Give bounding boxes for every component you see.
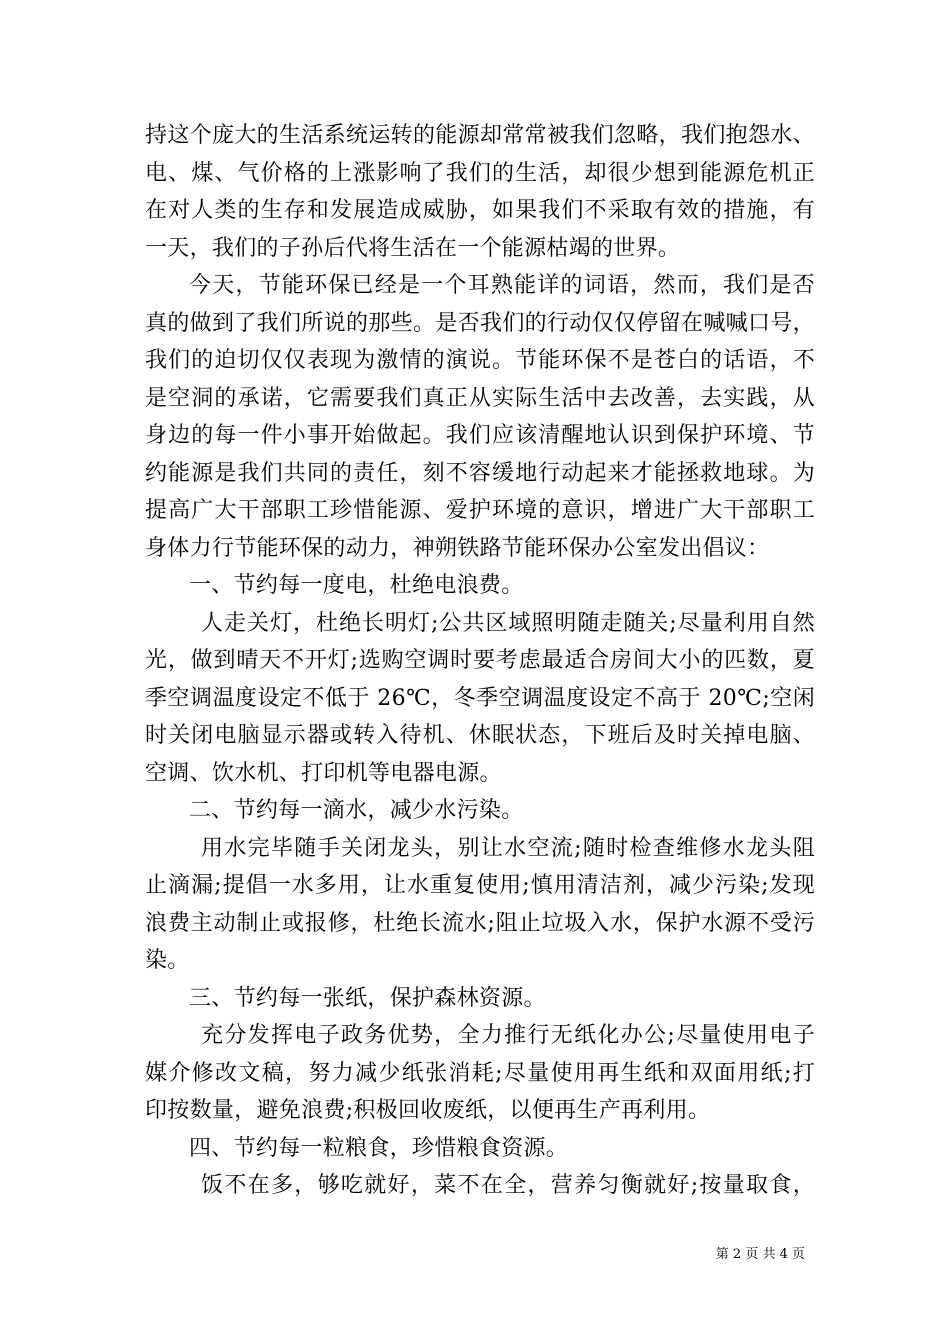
text-line: 在对人类的生存和发展造成威胁，如果我们不采取有效的措施，有	[145, 198, 815, 223]
text-line: 季空调温度设定不低于 26℃，冬季空调温度设定不高于 20℃;空闲	[145, 685, 815, 711]
text-line: 印按数量，避免浪费;积极回收废纸，以便再生产再利用。	[145, 1098, 711, 1123]
text-line: 止滴漏;提倡一水多用，让水重复使用;慎用清洁剂，减少污染;发现	[145, 873, 815, 898]
paragraph-line: 今天，节能环保已经是一个耳熟能详的词语，然而，我们是否	[189, 273, 815, 298]
page-number-footer: 第 2 页 共 4 页	[715, 1247, 805, 1262]
text-line: 光，做到晴天不开灯;选购空调时要考虑最适合房间大小的匹数，夏	[145, 648, 815, 673]
text-line: 一天，我们的子孙后代将生活在一个能源枯竭的世界。	[145, 235, 681, 261]
text-line: 染。	[145, 948, 190, 973]
text-line: 空调、饮水机、打印机等电器电源。	[145, 760, 502, 786]
text-line: 电、煤、气价格的上涨影响了我们的生活，却很少想到能源危机正	[145, 160, 815, 186]
text-line: 身体力行节能环保的动力，神朔铁路节能环保办公室发出倡议：	[145, 535, 770, 561]
text-line: 时关闭电脑显示器或转入待机、休眠状态，下班后及时关掉电脑、	[145, 723, 815, 748]
text-line: 媒介修改文稿，努力减少纸张消耗;尽量使用再生纸和双面用纸;打	[145, 1060, 815, 1086]
paragraph-line: 用水完毕随手关闭龙头，别让水空流;随时检查维修水龙头阻	[201, 835, 815, 861]
text-line: 是空洞的承诺，它需要我们真正从实际生活中去改善，去实践，从	[145, 385, 815, 411]
text-line: 我们的迫切仅仅表现为激情的演说。节能环保不是苍白的话语，不	[145, 348, 815, 373]
section-heading: 二、节约每一滴水，减少水污染。	[189, 798, 524, 823]
text-line: 持这个庞大的生活系统运转的能源却常常被我们忽略，我们抱怨水、	[145, 123, 815, 148]
document-body	[145, 117, 815, 1205]
text-line: 浪费主动制止或报修，杜绝长流水;阻止垃圾入水，保护水源不受污	[145, 910, 815, 936]
paragraph-line: 饭不在多，够吃就好，菜不在全，营养匀衡就好;按量取食，	[201, 1173, 815, 1198]
text-line: 约能源是我们共同的责任，刻不容缓地行动起来才能拯救地球。为	[145, 460, 815, 486]
text-line: 提高广大干部职工珍惜能源、爱护环境的意识，增进广大干部职工	[145, 498, 815, 523]
paragraph-line: 人走关灯，杜绝长明灯;公共区域照明随走随关;尽量利用自然	[201, 610, 815, 636]
text-line: 真的做到了我们所说的那些。是否我们的行动仅仅停留在喊喊口号，	[145, 310, 815, 336]
section-heading: 四、节约每一粒粮食，珍惜粮食资源。	[189, 1135, 569, 1161]
text-line: 身边的每一件小事开始做起。我们应该清醒地认识到保护环境、节	[145, 423, 815, 448]
section-heading: 一、节约每一度电，杜绝电浪费。	[189, 573, 524, 598]
section-heading: 三、节约每一张纸，保护森林资源。	[189, 985, 546, 1011]
paragraph-line: 充分发挥电子政务优势，全力推行无纸化办公;尽量使用电子	[201, 1023, 815, 1048]
